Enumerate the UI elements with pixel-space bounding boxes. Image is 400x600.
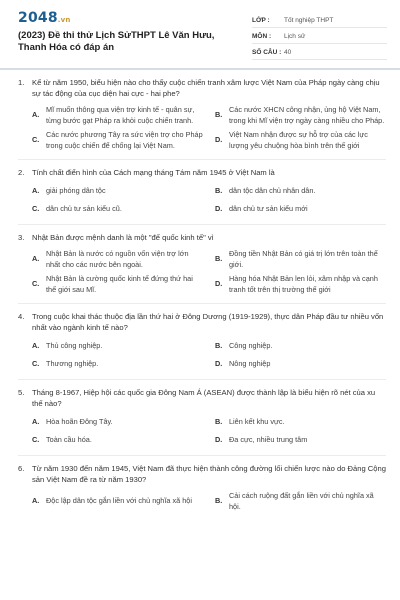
question-number: 1.: [18, 78, 25, 87]
logo-suffix: .vn: [57, 16, 71, 24]
question-2: [18, 160, 386, 225]
option-letter: D.: [215, 279, 223, 289]
question-3: [18, 225, 386, 304]
option-text: giải phóng dân tộc: [46, 185, 106, 195]
option-text: Toàn cầu hóa.: [46, 434, 92, 444]
option-letter: D.: [215, 358, 223, 368]
option-text: Các nước XHCN công nhận, ủng hộ Việt Nam, trong khi Mĩ viện trợ ngày càng nhiều cho Pháp.: [229, 105, 385, 125]
option-a[interactable]: [32, 413, 203, 431]
option-d[interactable]: [215, 431, 386, 449]
answer-options: [18, 182, 386, 218]
option-letter: B.: [215, 110, 223, 120]
question-4: [18, 304, 386, 380]
answer-options: [18, 247, 386, 297]
exam-title: (2023) Đề thi thử Lịch SửTHPT Lê Văn Hưu, Thanh Hóa có đáp án: [18, 30, 215, 53]
question-text: Tháng 8-1967, Hiệp hội các quốc gia Đông Nam Á (ASEAN) được thành lập là biểu hiện rõ nét của xu thế nào?: [32, 388, 376, 408]
option-c[interactable]: [32, 272, 203, 297]
question-number: 6.: [18, 464, 25, 473]
question-list: [0, 70, 400, 514]
option-letter: C.: [32, 203, 40, 213]
option-c[interactable]: [32, 128, 203, 153]
option-b[interactable]: [215, 182, 386, 200]
question-stem: [18, 463, 386, 485]
question-number: 5.: [18, 388, 25, 397]
question-text: Trong cuộc khai thác thuộc địa lần thứ hai ở Đông Dương (1919-1929), thực dân Pháp đầu tư nhiều vốn nhất vào ngành kinh tế nào?: [32, 312, 384, 332]
option-text: Đồng tiền Nhật Bản có giá trị lớn trên toàn thế giới.: [229, 249, 378, 269]
option-text: Hàng hóa Nhật Bản len lỏi, xâm nhập và cạnh tranh tốt trên thị trường thế giới: [229, 274, 378, 294]
option-text: Việt Nam nhận được sự hỗ trợ của các lực lượng yêu chuộng hòa bình trên thế giới: [229, 130, 368, 150]
option-letter: B.: [215, 185, 223, 195]
option-letter: C.: [32, 358, 40, 368]
option-b[interactable]: [215, 247, 386, 272]
question-text: Tính chất điển hình của Cách mạng tháng Tám năm 1945 ở Việt Nam là: [32, 168, 275, 177]
option-a[interactable]: [32, 103, 203, 128]
meta-value: Lịch sử: [284, 33, 306, 40]
option-b[interactable]: [215, 103, 386, 128]
question-text: Kể từ năm 1950, biểu hiện nào cho thấy cuộc chiến tranh xâm lược Việt Nam của Pháp ngày càng chịu sự tác động của cục diện hai cực - hai phe?: [32, 78, 380, 98]
option-text: Hòa hoãn Đông Tây.: [46, 416, 113, 426]
option-letter: A.: [32, 110, 40, 120]
answer-options: [18, 103, 386, 153]
option-text: dân tộc dân chủ nhân dân.: [229, 185, 316, 195]
option-d[interactable]: [215, 355, 386, 373]
option-text: Thương nghiệp.: [46, 358, 99, 368]
option-text: dân chủ tư sản kiểu mới: [229, 203, 308, 213]
meta-row-count: [252, 46, 387, 60]
question-stem: [18, 311, 386, 333]
question-stem: [18, 167, 386, 178]
option-letter: D.: [215, 203, 223, 213]
option-letter: B.: [215, 254, 223, 264]
option-text: dân chủ tư sản kiểu cũ.: [46, 203, 122, 213]
option-c[interactable]: [32, 431, 203, 449]
option-letter: D.: [215, 135, 223, 145]
option-letter: D.: [215, 434, 223, 444]
meta-row-subject: [252, 30, 387, 44]
meta-row-class: [252, 14, 387, 28]
question-text: Từ năm 1930 đến năm 1945, Việt Nam đã thực hiện thành công đường lối chiến lược nào do Đảng Cộng sản Việt Nam đề ra từ năm 1930?: [32, 464, 386, 484]
option-letter: A.: [32, 496, 40, 506]
option-text: Công nghiệp.: [229, 340, 273, 350]
question-stem: [18, 387, 386, 409]
option-b[interactable]: [215, 337, 386, 355]
question-6: [18, 456, 386, 514]
meta-value: Tốt nghiệp THPT: [284, 17, 334, 24]
exam-meta: [252, 14, 387, 62]
question-1: [18, 70, 386, 160]
option-text: Nông nghiệp: [229, 358, 271, 368]
option-text: Cải cách ruộng đất gắn liền với chủ nghĩa xã hội.: [229, 491, 374, 511]
question-number: 2.: [18, 168, 25, 177]
option-text: Mĩ muốn thông qua viện trợ kinh tế - quân sự, từng bước gạt Pháp ra khỏi cuộc chiến tranh.: [46, 105, 195, 125]
option-c[interactable]: [32, 355, 203, 373]
meta-value: 40: [284, 49, 292, 56]
option-letter: C.: [32, 434, 40, 444]
option-letter: B.: [215, 416, 223, 426]
option-b[interactable]: [215, 489, 386, 514]
option-text: Nhật Bản là cường quốc kinh tế đứng thứ hai thế giới sau Mĩ.: [46, 274, 193, 294]
question-number: 3.: [18, 233, 25, 242]
answer-options: [18, 337, 386, 373]
option-d[interactable]: [215, 128, 386, 153]
option-c[interactable]: [32, 200, 203, 218]
option-text: Độc lập dân tộc gắn liền với chủ nghĩa xã hội: [46, 496, 192, 506]
page-header: [0, 0, 400, 62]
option-d[interactable]: [215, 200, 386, 218]
meta-label: MÔN :: [252, 33, 272, 40]
answer-options: [18, 489, 386, 514]
option-text: Liên kết khu vực.: [229, 416, 285, 426]
option-d[interactable]: [215, 272, 386, 297]
question-stem: [18, 77, 386, 99]
option-a[interactable]: [32, 247, 203, 272]
option-letter: C.: [32, 279, 40, 289]
option-letter: A.: [32, 254, 40, 264]
option-text: Thủ công nghiệp.: [46, 340, 103, 350]
option-a[interactable]: [32, 489, 203, 514]
option-letter: A.: [32, 416, 40, 426]
option-letter: B.: [215, 340, 223, 350]
question-5: [18, 380, 386, 456]
question-text: Nhật Bản được mệnh danh là một "đế quốc kinh tế" vì: [32, 233, 214, 242]
option-a[interactable]: [32, 182, 203, 200]
option-letter: A.: [32, 340, 40, 350]
logo-main: 2048: [18, 10, 58, 26]
option-letter: C.: [32, 135, 40, 145]
option-letter: B.: [215, 496, 223, 506]
question-number: 4.: [18, 312, 25, 321]
option-b[interactable]: [215, 413, 386, 431]
answer-options: [18, 413, 386, 449]
meta-label: LỚP :: [252, 17, 270, 24]
option-letter: A.: [32, 185, 40, 195]
question-stem: [18, 232, 386, 243]
meta-label: SỐ CÂU :: [252, 49, 282, 56]
option-text: Nhật Bản là nước có nguồn vốn viện trợ lớn nhất cho các nước bên ngoài.: [46, 249, 189, 269]
option-text: Đa cực, nhiều trung tâm: [229, 434, 308, 444]
option-text: Các nước phương Tây ra sức viện trợ cho Pháp trong cuộc chiến để chống lại Việt Nam.: [46, 130, 203, 150]
option-a[interactable]: [32, 337, 203, 355]
